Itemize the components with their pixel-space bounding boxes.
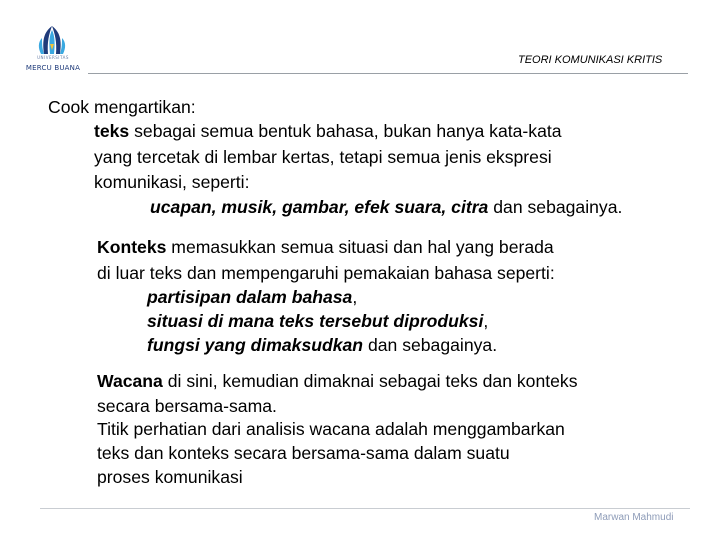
footer-author: Marwan Mahmudi — [594, 512, 674, 523]
p2-def: memasukkan semua situasi dan hal yang berada — [166, 237, 554, 257]
p2-item1 — [147, 286, 357, 308]
p3-line2: secara bersama-sama. — [97, 396, 277, 416]
p1-intro — [48, 96, 196, 118]
logo-caption: MERCU BUANA — [25, 64, 81, 72]
logo-emblem-icon — [22, 24, 82, 58]
p2-line2: di luar teks dan mempengaruhi pemakaian bahasa seperti: — [97, 263, 555, 283]
p1-line1 — [94, 120, 562, 142]
p3-line3: Titik perhatian dari analisis wacana adalah menggambarkan — [97, 419, 565, 439]
p3-line4: teks dan konteks secara bersama-sama dalam suatu — [97, 443, 510, 463]
p1-line3: komunikasi, seperti: — [94, 172, 250, 192]
p3-term-wacana: Wacana — [97, 371, 163, 391]
p3-line5: proses komunikasi — [97, 467, 243, 487]
p2-item3 — [147, 334, 497, 356]
footer-divider — [40, 508, 690, 509]
p1-examples-list: ucapan, musik, gambar, efek suara, citra — [150, 197, 489, 217]
p2-item3-tail: dan sebagainya. — [363, 335, 498, 355]
p1-examples — [150, 196, 622, 218]
p1-def: sebagai semua bentuk bahasa, bukan hanya kata-kata — [129, 121, 562, 141]
p3-line1 — [97, 370, 578, 392]
p1-examples-tail: dan sebagainya. — [488, 197, 623, 217]
p2-item1-tail: , — [352, 287, 358, 307]
p2-item3-text: fungsi yang dimaksudkan — [147, 335, 364, 355]
p1-line2: yang tercetak di lembar kertas, tetapi semua jenis ekspresi — [94, 147, 552, 167]
p2-term-konteks: Konteks — [97, 237, 167, 257]
p2-item1-text: partisipan dalam bahasa — [147, 287, 353, 307]
p2-item2 — [147, 310, 488, 332]
p1-intro-text: Cook mengartikan: — [48, 97, 196, 117]
p2-line1 — [97, 236, 554, 258]
header-divider — [88, 73, 688, 74]
page-header-title: TEORI KOMUNIKASI KRITIS — [518, 54, 663, 66]
logo-caption-top: UNIVERSITAS — [37, 55, 69, 60]
p2-item2-text: situasi di mana teks tersebut diproduksi — [147, 311, 484, 331]
p1-term-teks: teks — [94, 121, 130, 141]
p3-def: di sini, kemudian dimaknai sebagai teks dan konteks — [162, 371, 578, 391]
p2-item2-tail: , — [483, 311, 489, 331]
